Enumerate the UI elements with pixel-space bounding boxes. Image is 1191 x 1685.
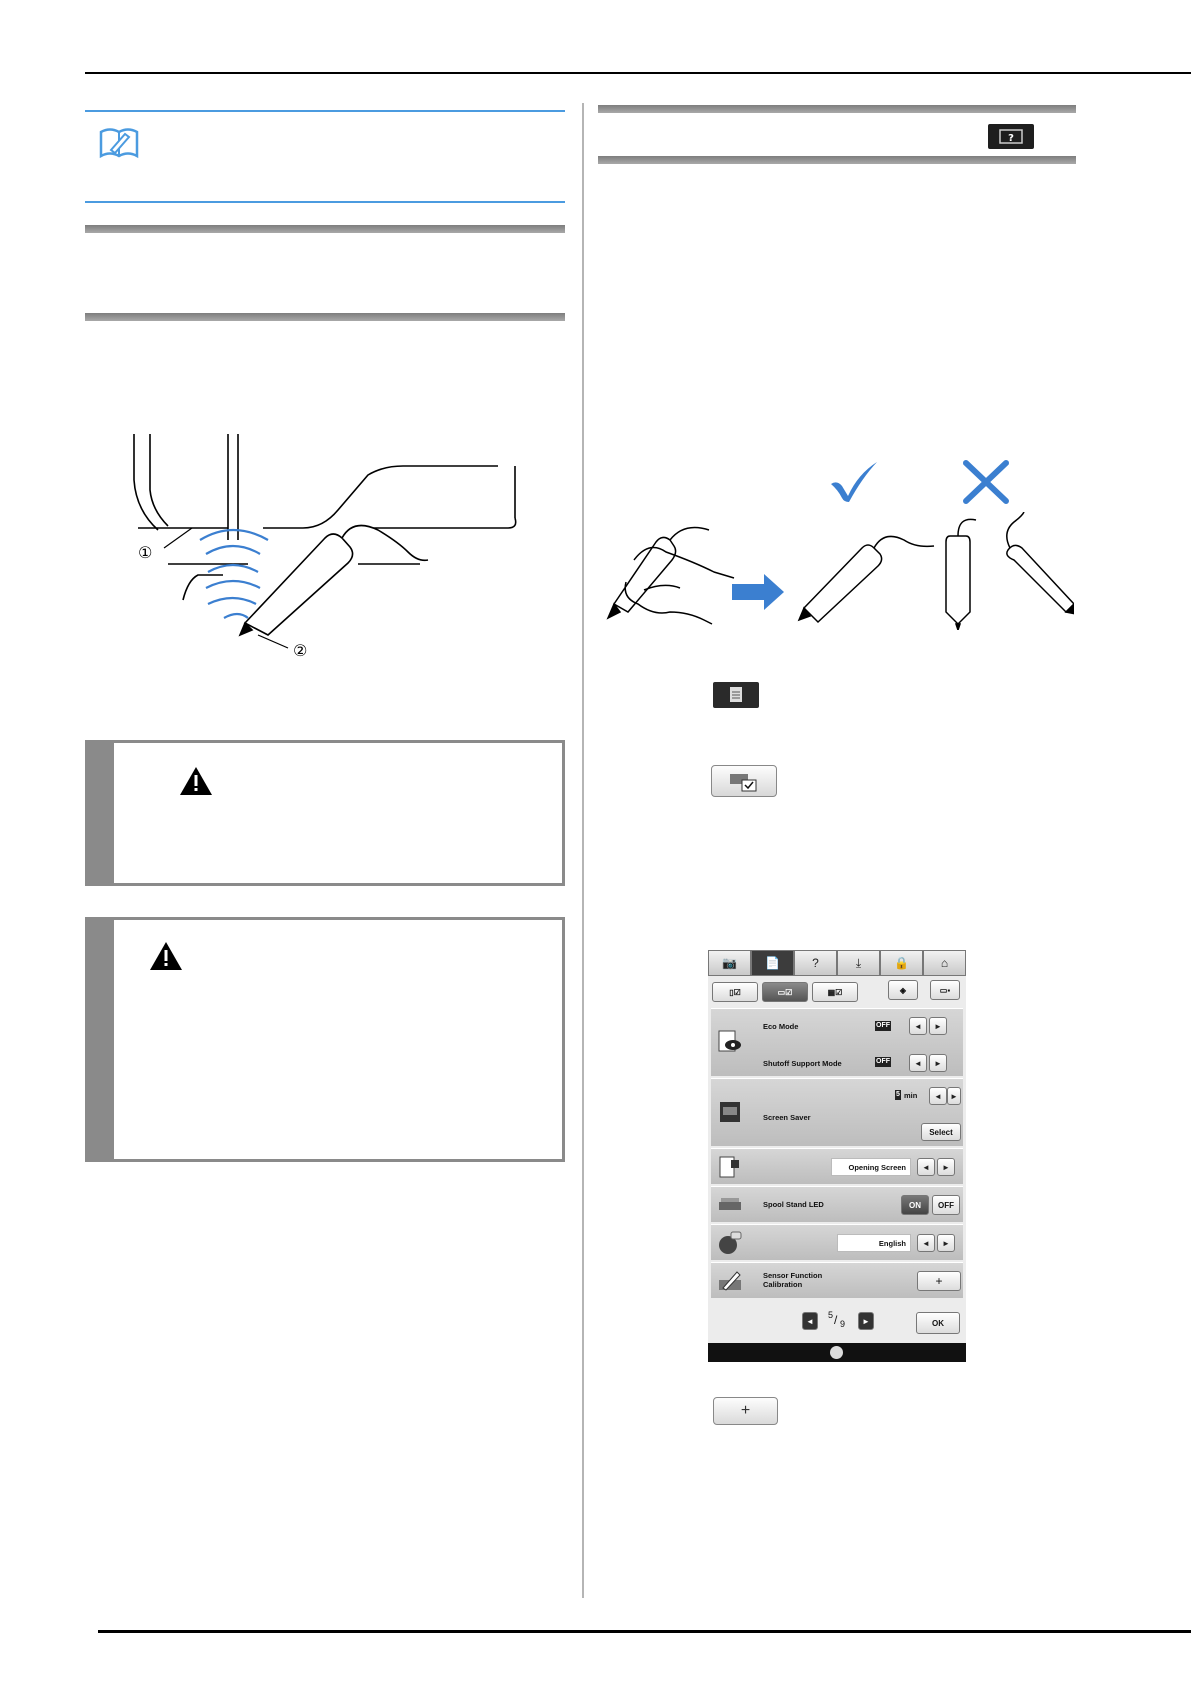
opening-screen-icon — [717, 1154, 743, 1180]
saver-left-arrow[interactable]: ◄ — [929, 1087, 947, 1105]
right-section-band-top — [598, 105, 1076, 113]
tab-help[interactable]: ? — [794, 950, 837, 976]
sensor-pen-icon — [717, 1268, 743, 1294]
warning-strip — [88, 920, 114, 1159]
clock-icon — [830, 1346, 843, 1359]
right-section-band-bottom — [598, 156, 1076, 164]
sensor-label-1: Sensor Function — [763, 1271, 823, 1280]
row-opening-screen — [711, 1148, 963, 1184]
row-language — [711, 1224, 963, 1260]
eco-mode-value: OFF — [876, 1022, 890, 1029]
callout-1: ① — [138, 543, 153, 562]
page-total: 9 — [840, 1319, 846, 1329]
shutoff-value: OFF — [876, 1058, 890, 1065]
ok-button[interactable]: OK — [916, 1312, 960, 1334]
page-prev-button[interactable]: ◄ — [802, 1312, 818, 1330]
tab-camera[interactable]: 📷 — [708, 950, 751, 976]
led-on-button[interactable]: ON — [901, 1195, 929, 1215]
section-band-bottom — [85, 313, 565, 321]
eco-mode-icon — [717, 1029, 743, 1055]
top-rule — [85, 72, 1191, 74]
reset-button[interactable] — [888, 980, 918, 1000]
spool-stand-label: Spool Stand LED — [763, 1200, 824, 1209]
saver-right-arrow[interactable]: ► — [947, 1087, 961, 1105]
row-spool-led — [711, 1186, 963, 1222]
cross-mark-icon — [963, 460, 1009, 504]
opening-screen-field: Opening Screen — [831, 1158, 911, 1176]
column-divider — [582, 103, 584, 1598]
memo-pencil-icon — [97, 124, 141, 160]
tab-lock[interactable]: 🔒 — [880, 950, 923, 976]
language-right-arrow[interactable]: ► — [937, 1234, 955, 1252]
help-screen-icon[interactable] — [988, 124, 1034, 149]
pen-grip-illustration — [604, 512, 1074, 630]
reset-icon: ◈ — [899, 985, 907, 995]
language-left-arrow[interactable]: ◄ — [917, 1234, 935, 1252]
plus-icon[interactable]: + — [713, 1397, 778, 1425]
page-current: 5 — [828, 1310, 834, 1320]
svg-text:?: ? — [1008, 133, 1014, 144]
shutoff-right-arrow[interactable]: ► — [929, 1054, 947, 1072]
machine-icon: ▭▪ — [939, 985, 951, 995]
screen-saver-icon — [717, 1099, 743, 1125]
eco-mode-label: Eco Mode — [763, 1022, 799, 1031]
page-slash: / — [834, 1313, 838, 1327]
subtab-sewing[interactable]: ▯☑ — [712, 982, 758, 1002]
row-sensor-calibration — [711, 1262, 963, 1298]
tab-bobbin[interactable]: ⤓ — [837, 950, 880, 976]
bottom-rule — [98, 1630, 1191, 1633]
machine-settings-icon[interactable] — [711, 765, 777, 797]
section-band-top — [85, 225, 565, 233]
select-button[interactable]: Select — [921, 1123, 961, 1141]
led-off-button[interactable]: OFF — [932, 1195, 960, 1215]
eco-right-arrow[interactable]: ► — [929, 1017, 947, 1035]
subtab-embroidery[interactable]: ▦☑ — [812, 982, 858, 1002]
warning-box-2 — [85, 917, 565, 1162]
lcd-bottom-bar — [708, 1343, 966, 1362]
row-screen-saver — [711, 1078, 963, 1146]
sensor-plus-button[interactable]: + — [917, 1271, 961, 1291]
check-mark-icon — [828, 460, 880, 504]
sensor-pen-illustration — [128, 430, 528, 670]
warning-triangle-icon — [178, 765, 214, 797]
warning-box-1 — [85, 740, 565, 886]
shutoff-label: Shutoff Support Mode — [763, 1059, 842, 1068]
spool-stand-icon — [717, 1192, 743, 1218]
settings-screen — [708, 950, 966, 1362]
shutoff-left-arrow[interactable]: ◄ — [909, 1054, 927, 1072]
tab-home[interactable]: ⌂ — [923, 950, 966, 976]
screen-saver-label: Screen Saver — [763, 1113, 811, 1122]
memo-top-line — [85, 110, 565, 112]
sensor-label-2: Calibration — [763, 1280, 803, 1289]
memo-bottom-line — [85, 201, 565, 203]
language-globe-icon — [717, 1230, 743, 1256]
subtab-general[interactable]: ▭☑ — [762, 982, 808, 1002]
opening-left-arrow[interactable]: ◄ — [917, 1158, 935, 1176]
settings-page-icon[interactable] — [713, 682, 759, 708]
tab-settings[interactable]: 📄 — [751, 950, 794, 976]
warning-strip — [88, 743, 114, 883]
screen-saver-unit: min — [904, 1091, 918, 1100]
screen-saver-minutes: 5 — [896, 1091, 900, 1098]
page-next-button[interactable]: ► — [858, 1312, 874, 1330]
eco-left-arrow[interactable]: ◄ — [909, 1017, 927, 1035]
language-field: English — [837, 1234, 911, 1252]
row-eco — [711, 1008, 963, 1076]
opening-right-arrow[interactable]: ► — [937, 1158, 955, 1176]
page-indicator — [824, 1310, 850, 1332]
warning-triangle-icon — [148, 940, 184, 972]
lcd-top-tabs — [708, 950, 966, 976]
machine-info-button[interactable] — [930, 980, 960, 1000]
callout-2: ② — [293, 641, 308, 660]
